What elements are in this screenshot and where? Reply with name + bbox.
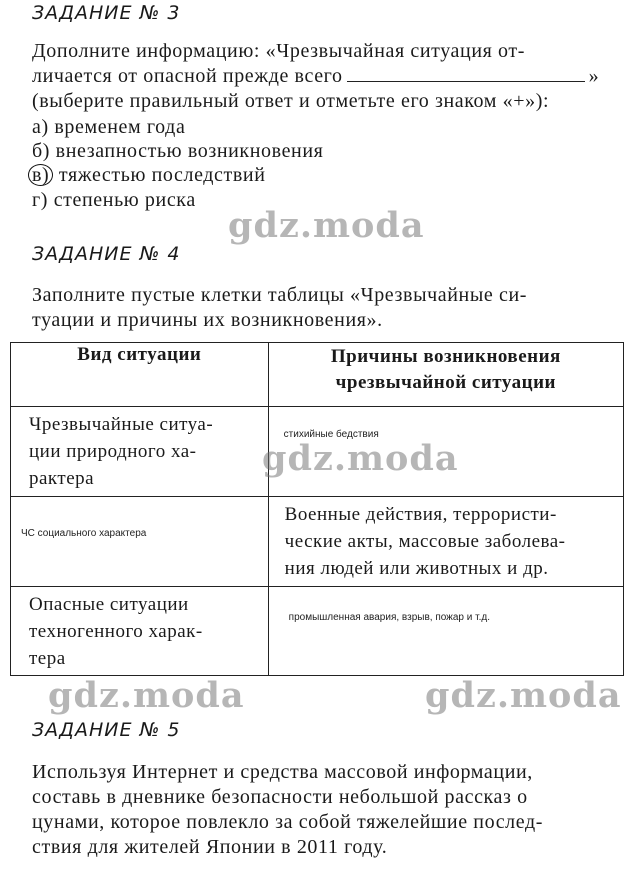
table-row bbox=[11, 587, 624, 676]
row1-cause-answer: стихийные бедствия bbox=[283, 429, 379, 440]
option-a-text: временем года bbox=[54, 116, 186, 138]
row2-cause-l1: Военные действия, террористи- bbox=[284, 504, 557, 525]
option-a-marker: а) bbox=[32, 116, 49, 138]
row2-cause-l3: ния людей или животных и др. bbox=[284, 558, 549, 579]
row3-cause-answer: промышленная авария, взрыв, пожар и т.д. bbox=[288, 612, 491, 623]
row1-type-l1: Чрезвычайные ситуа- bbox=[29, 414, 214, 435]
option-b-text: внезапностью возникновения bbox=[55, 140, 324, 162]
row1-type bbox=[11, 407, 269, 497]
option-c-text: тяжестью последствий bbox=[58, 164, 266, 186]
row3-type-l3: тера bbox=[29, 648, 66, 669]
row3-type-l2: техногенного харак- bbox=[29, 621, 203, 642]
task4-heading: ЗАДАНИЕ № 4 bbox=[32, 243, 181, 265]
task5-line4: ствия для жителей Японии в 2011 году. bbox=[32, 836, 388, 858]
task3-line2-text: личается от опасной прежде всего bbox=[32, 65, 343, 87]
watermark-logo: gdz.moda bbox=[48, 675, 245, 716]
task5-line2: составь в дневнике безопасности небольшой рассказ о bbox=[32, 786, 528, 808]
watermark-logo: gdz.moda bbox=[262, 438, 459, 479]
task3-heading: ЗАДАНИЕ № 3 bbox=[32, 2, 181, 24]
watermark-logo: gdz.moda bbox=[228, 205, 425, 246]
row2-type-cell[interactable] bbox=[11, 497, 269, 587]
row2-cause bbox=[268, 497, 623, 587]
task4-line1: Заполните пустые клетки таблицы «Чрезвычайные си- bbox=[32, 284, 528, 306]
task3-line2-close: » bbox=[588, 65, 600, 87]
option-a bbox=[32, 116, 185, 139]
col-header-causes bbox=[268, 343, 623, 407]
option-b bbox=[32, 140, 323, 163]
row3-type-l1: Опасные ситуации bbox=[29, 594, 189, 615]
task5-line3: цунами, которое повлекло за собой тяжелейшие послед- bbox=[32, 811, 544, 833]
watermark-logo: gdz.moda bbox=[425, 675, 622, 716]
col-header-causes-l2: чрезвычайной ситуации bbox=[335, 372, 556, 393]
task5-line1: Используя Интернет и средства массовой информации, bbox=[32, 761, 533, 783]
row2-cause-l2: ческие акты, массовые заболева- bbox=[284, 531, 566, 552]
col-header-type: Вид ситуации bbox=[11, 343, 269, 407]
answer-blank bbox=[347, 67, 585, 82]
task3-instruction: (выберите правильный ответ и отметьте его знаком «+»): bbox=[32, 90, 550, 112]
table-row bbox=[11, 497, 624, 587]
option-d bbox=[32, 189, 196, 212]
task3-line1: Дополните информацию: «Чрезвычайная ситуация от- bbox=[32, 40, 525, 62]
task5-heading: ЗАДАНИЕ № 5 bbox=[32, 719, 181, 741]
task3-line2 bbox=[32, 65, 599, 88]
row1-type-l3: рактера bbox=[29, 468, 95, 489]
row1-type-l2: ции природного ха- bbox=[29, 441, 197, 462]
row2-type-answer: ЧС социального характера bbox=[21, 528, 147, 539]
row3-cause-cell[interactable] bbox=[268, 587, 623, 676]
option-c-marker-circled: в) bbox=[28, 164, 53, 186]
table-header-row bbox=[11, 343, 624, 407]
row3-type bbox=[11, 587, 269, 676]
col-header-causes-l1: Причины возникновения bbox=[330, 346, 561, 367]
option-d-marker: г) bbox=[32, 189, 49, 211]
situations-table bbox=[10, 342, 624, 676]
task4-line2: туации и причины их возникновения». bbox=[32, 309, 383, 331]
option-c bbox=[28, 164, 266, 187]
option-d-text: степенью риска bbox=[53, 189, 196, 211]
option-b-marker: б) bbox=[32, 140, 51, 162]
